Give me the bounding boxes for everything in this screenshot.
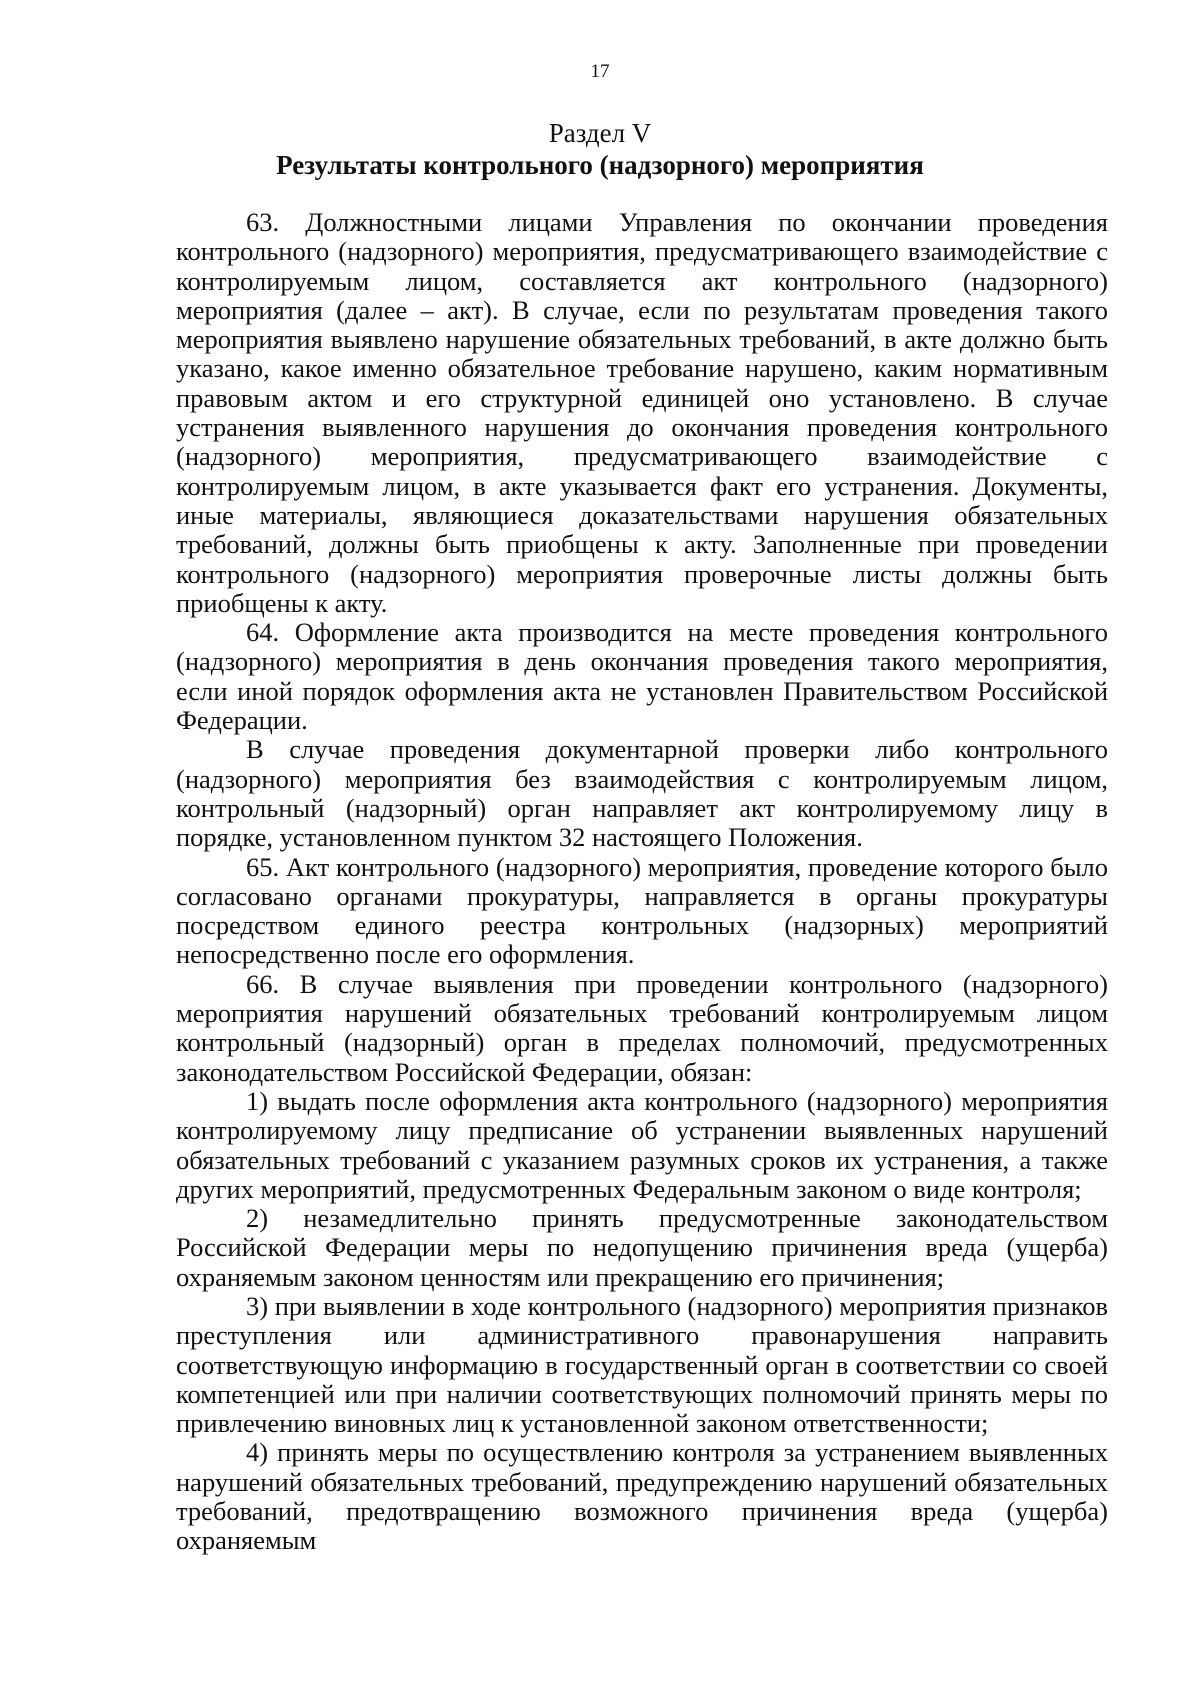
paragraph-64: 64. Оформление акта производится на месте проведения контрольного (надзорного) мероприятия в день окончания проведения такого мероприятия, если иной порядок оформления акта не установлен Правительством Российской Федерации. (176, 617, 1108, 736)
section-label: Раздел V (548, 118, 652, 148)
paragraph-66-item-4: 4) принять меры по осуществлению контроля за устранением выявленных нарушений обязательных требований, предупреждению нарушений обязательных требований, предотвращению возможного причинения вреда (ущерба) охраняемым (176, 1437, 1108, 1556)
paragraph-66-item-1: 1) выдать после оформления акта контрольного (надзорного) мероприятия контролируемому лицу предписание об устранении выявленных нарушений обязательных требований с указанием разумных сроков их устранения, а также других мероприятий, предусмотренных Федеральным законом о виде контроля; (176, 1085, 1108, 1204)
page-number: 17 (590, 61, 610, 82)
paragraph-66-item-2: 2) незамедлительно принять предусмотренные законодательством Российской Федерации меры по недопущению причинения вреда (ущерба) охраняемым законом ценностям или прекращению его причинения; (176, 1203, 1108, 1292)
paragraph-66-item-3: 3) при выявлении в ходе контрольного (надзорного) мероприятия признаков преступления или административного правонарушения направить соответствующую информацию в государственный орган в соответствии со своей компетенцией или при наличии соответствующих полномочий принять меры по привлечению виновных лиц к установленной законом ответственности; (176, 1290, 1108, 1439)
section-title: Результаты контрольного (надзорного) мероприятия (276, 150, 924, 180)
paragraph-66: 66. В случае выявления при проведении контрольного (надзорного) мероприятия нарушений обязательных требований контролируемым лицом контрольный (надзорный) орган в пределах полномочий, предусмотренных законодательством Российской Федерации, обязан: (176, 968, 1108, 1087)
paragraph-65: 65. Акт контрольного (надзорного) мероприятия, проведение которого было согласовано органами прокуратуры, направляется в органы прокуратуры посредством единого реестра контрольных (надзорных) мероприятий непосредственно после его оформления. (176, 851, 1108, 970)
paragraph-63: 63. Должностными лицами Управления по окончании проведения контрольного (надзорного) мероприятия, предусматривающего взаимодействие с контролируемым лицом, составляется акт контрольного (надзорного) мероприятия (далее – акт). В случае, если по результатам проведения такого мероприятия выявлено нарушение обязательных требований, в акте должно быть указано, какое именно обязательное требование нарушено, каким нормативным правовым актом и его структурной единицей оно установлено. В случае устранения выявленного нарушения до окончания проведения контрольного (надзорного) мероприятия, предусматривающего взаимодействие с контролируемым лицом, в акте указывается факт его устранения. Документы, иные материалы, являющиеся доказательствами нарушения обязательных требований, должны быть приобщены к акту. Заполненные при проведении контрольного (надзорного) мероприятия проверочные листы должны быть приобщены к акту. (176, 207, 1108, 618)
paragraph-64-documentary-check: В случае проведения документарной проверки либо контрольного (надзорного) мероприятия без взаимодействия с контролируемым лицом, контрольный (надзорный) орган направляет акт контролируемому лицу в порядке, установленном пунктом 32 настоящего Положения. (176, 734, 1108, 853)
document-body (176, 208, 1108, 1556)
